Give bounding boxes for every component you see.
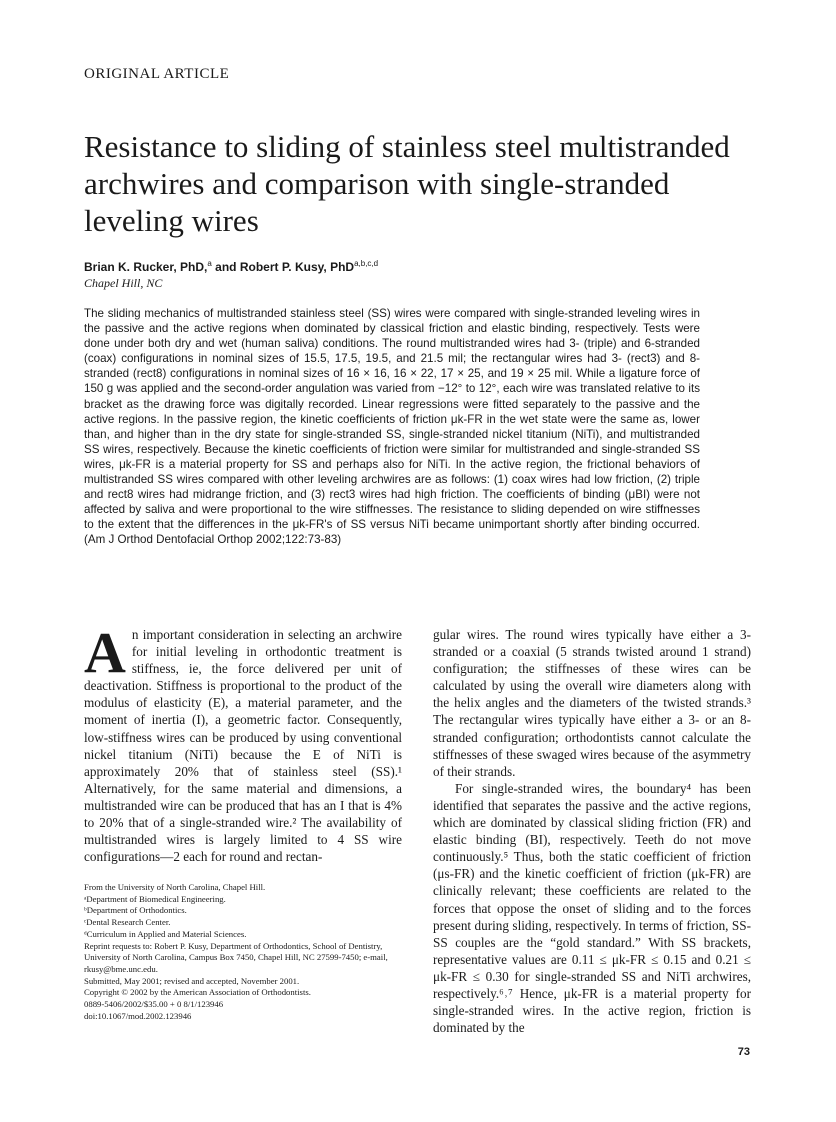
footnote: 0889-5406/2002/$35.00 + 0 8/1/123946 [84, 999, 224, 1010]
footnote: ᵈCurriculum in Applied and Material Sciences. [84, 928, 247, 939]
author-2: and Robert P. Kusy, PhD [211, 260, 355, 274]
footnotes [84, 882, 402, 1022]
footnote: ᶜDental Research Center. [84, 917, 171, 928]
page-number: 73 [737, 1046, 750, 1058]
section-label: ORIGINAL ARTICLE [84, 66, 230, 82]
drop-cap: A [84, 620, 126, 685]
intro-paragraph [84, 620, 402, 865]
body-column-left [84, 620, 402, 865]
footnote: ᵃDepartment of Biomedical Engineering. [84, 893, 226, 904]
paragraph-boundary: For single-stranded wires, the boundary⁴ has been identified that separates the passive and the active regions, which are dominated by classical sliding friction (FR) and elastic binding (BI), respectively. Teeth do not move continuously.⁵ Thus, both the static coefficient of friction (μs-FR) and the kinetic coefficient of friction (μk-FR) are clinically relevant; these coefficients are related to the forces that oppose the onset of sliding and to the forces present during sliding, respectively. In terms of friction, SS-SS couples are the “gold standard.” With SS brackets, representative values are 0.11 ≤ μk-FR ≤ 0.15 and 0.21 ≤ μk-FR ≤ 0.30 for single-stranded SS and NiTi archwires, respectively.⁶˒⁷ Hence, μk-FR is a material property for single-stranded wires. In the active region, friction is dominated by the [433, 780, 751, 1036]
paragraph-continuation: gular wires. The round wires typically have either a 3-stranded or a coaxial (5 strands twisted around 1 strand) configuration; the stiffnesses of these wires can be calculated by using the overall wire diameters along with the helix angles and the diameters of the twisted strands.³ The rectangular wires typically have either a 3- or an 8-stranded configuration; orthodontists cannot calculate the stiffnesses of these swaged wires because of the asymmetry of their strands. [433, 627, 751, 779]
footnote: Reprint requests to: Robert P. Kusy, Department of Orthodontics, School of Dentistry, University of North Carolina, Campus Box 7450, Chapel Hill, NC 27599-7450; e-mail, rkusy@bme.unc.edu. [84, 940, 388, 974]
affiliation: Chapel Hill, NC [84, 276, 163, 290]
body-column-right [433, 626, 751, 1036]
author-line [84, 259, 378, 274]
footnote: Submitted, May 2001; revised and accepted, November 2001. [84, 975, 300, 986]
abstract: The sliding mechanics of multistranded stainless steel (SS) wires were compared with single-stranded leveling wires in the passive and the active regions when dominated by classical friction and elastic binding, respectively. Tests were done under both dry and wet (human saliva) conditions. The round multistranded wires had 3- (triple) and 6-stranded (coax) configurations in nominal sizes of 15.5, 17.5, 19.5, and 21.5 mil; the rectangular wires had 3- (rect3) and 8-stranded (rect8) configurations in nominal sizes of 16 × 16, 16 × 22, 17 × 25, and 19 × 25 mil. While a ligature force of 150 g was applied and the second-order angulation was varied from −12° to 12°, each wire was translated relative to its bracket as the drawing force was digitally recorded. Linear regressions were fitted separately to the passive and the active regions. In the passive region, the kinetic coefficients of friction μk-FR in the wet state were the same as, lower than, and higher than in the dry state for single-stranded SS, single-stranded nickel titanium (NiTi), and multistranded SS wires, respectively. Because the kinetic coefficients of friction were similar for multistranded and single-stranded SS wires, μk-FR is a material property for SS and perhaps also for NiTi. In the active region, the frictional behaviors of multistranded SS wires compared with other leveling archwires are as follows: (1) coax wires had low friction, (2) triple and rect8 wires had midrange friction, and (3) rect3 wires had high friction. The coefficients of binding (μBI) were not affected by saliva and were proportional to the wire stiffnesses. The resistance to sliding depended on wire stiffnesses to the extent that the differences in the μk-FR's of SS versus NiTi became unimportant shortly after binding occurred. (Am J Orthod Dentofacial Orthop 2002;122:73-83) [84, 307, 700, 547]
author-1: Brian K. Rucker, PhD, [84, 260, 208, 274]
footnote: From the University of North Carolina, Chapel Hill. [84, 882, 266, 892]
article-title: Resistance to sliding of stainless steel multistranded archwires and comparison with single-stranded leveling wires [84, 129, 730, 238]
author-2-affil: a,b,c,d [354, 259, 379, 268]
footnote: doi:10.1067/mod.2002.123946 [84, 1010, 192, 1021]
author-1-affil: a [207, 259, 212, 268]
footnote: Copyright © 2002 by the American Association of Orthodontists. [84, 987, 311, 998]
footnote: ᵇDepartment of Orthodontics. [84, 905, 187, 916]
intro-text: n important consideration in selecting an archwire for initial leveling in orthodontic treatment is stiffness, ie, the force delivered per unit of deactivation. Stiffness is proportional to the product of the modulus of elasticity (E), a material parameter, and the moment of inertia (I), a geometric factor. Consequently, low-stiffness wires can be produced by using conventional nickel titanium (NiTi) because the E of NiTi is approximately 20% that of stainless steel (SS).¹ Alternatively, for the same material and dimensions, a multistranded wire can be produced that has an I that is 4% to 20% that of a single-stranded wire.² The availability of multistranded wires is largely limited to 4 SS wire configurations—2 each for round and rectan- [84, 627, 402, 865]
